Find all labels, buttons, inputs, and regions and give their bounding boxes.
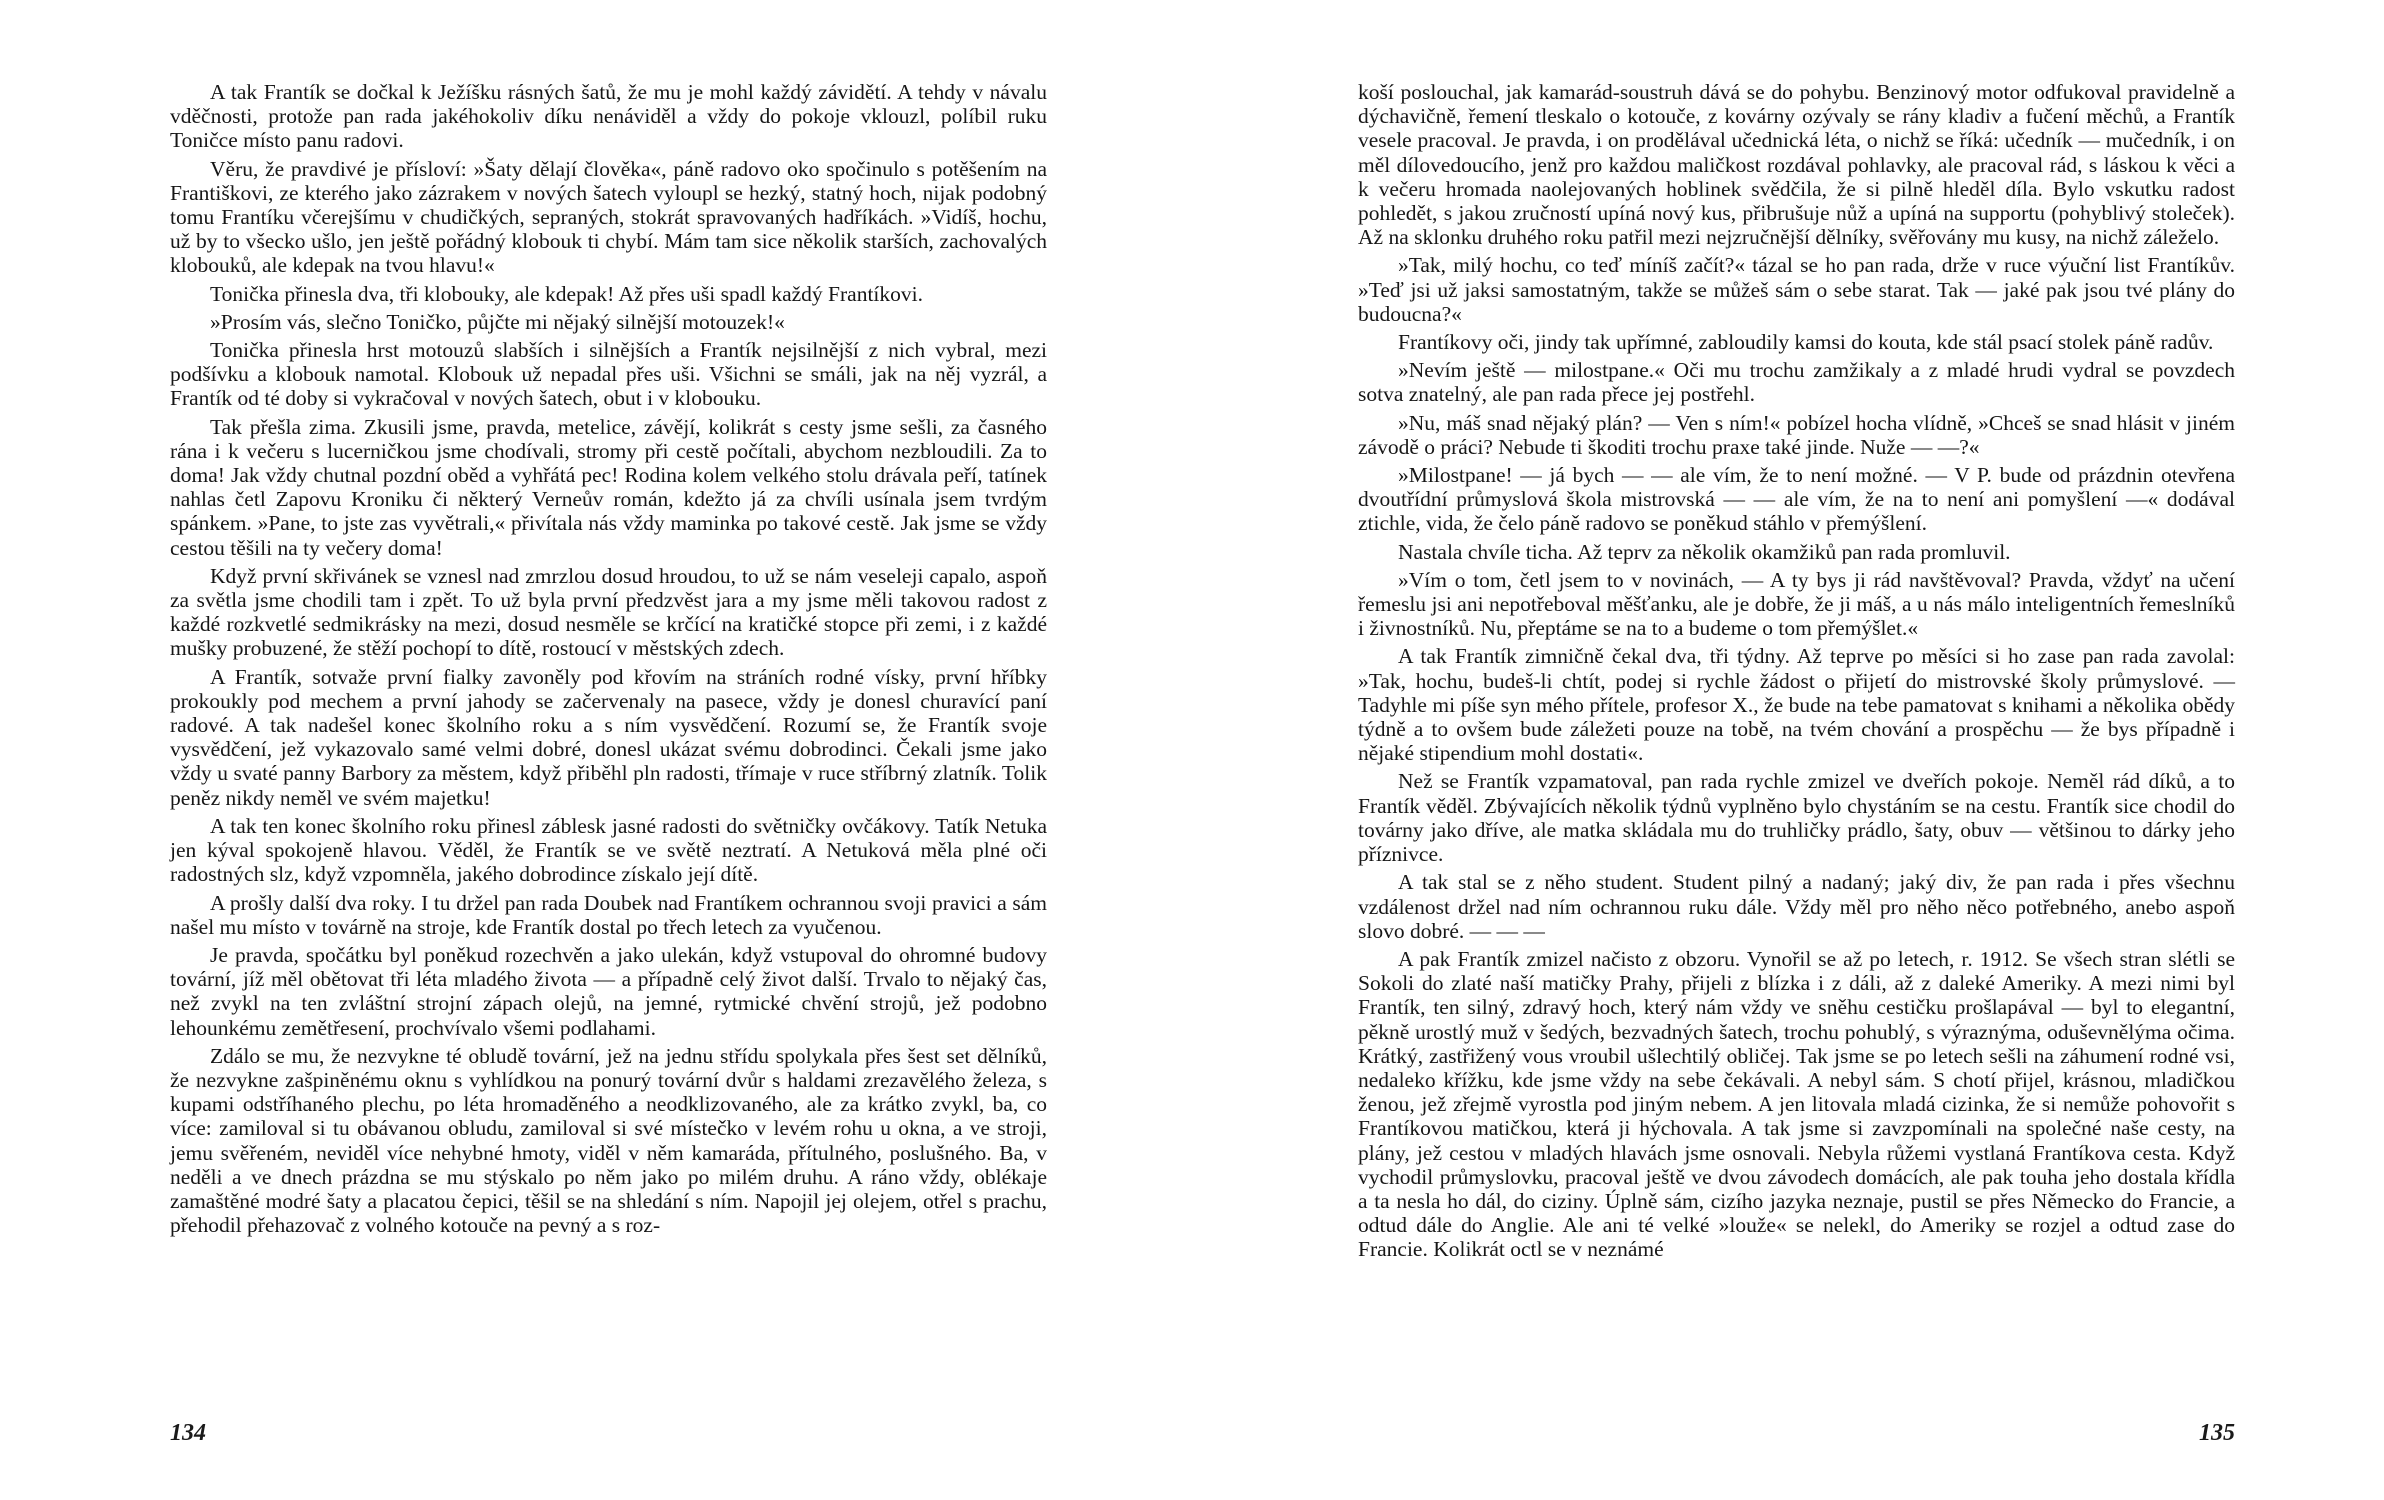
paragraph: Než se Frantík vzpamatoval, pan rada rychle zmizel ve dveřích pokoje. Neměl rád díků, a to Frantík věděl. Zbývajících několik týdnů vyplněno bylo chystáním se na cestu. Frantík sice chodil do továrny jako dříve, ale matka skládala mu do truhličky prádlo, šaty, obuv — většinou to dárky jeho příznivce. [1358,769,2235,867]
paragraph: Je pravda, spočátku byl poněkud rozechvěn a jako ulekán, když vstupoval do ohromné budovy tovární, jíž měl obětovat tři léta mladého života — a případně celý život další. Trvalo to nějaký čas, než zvykl na ten zvláštní strojní zápach olejů, na jemné, rytmické chvění strojů, jež podobno lehounkému zemětřesení, prochvívalo všemi podlahami. [170,942,1047,1040]
paragraph: »Nevím ještě — milostpane.« Oči mu trochu zamžikaly a z mladé hrudi vydral se povzdech sotva znatelný, ale pan rada přece jej postřehl. [1358,358,2235,407]
paragraph: A pak Frantík zmizel načisto z obzoru. Vynořil se až po letech, r. 1912. Se všech stran slétli se Sokoli do zlaté naší matičky Prahy, přijeli z blízka i z dáli, až z daleké Ameriky. A mezi nimi byl Frantík, ten silný, zdravý hoch, který nám vždy ve sněhu cestičku prošlapával — byl to elegantní, pěkně urostlý muž v šedých, bezvadných šatech, trochu pohublý, s výraznýma, oduševnělýma očima. Krátký, zastřižený vous vroubil ušlechtilý obličej. Tak jsme se po letech sešli na záhumení rodné vsi, nedaleko křížku, kde jsme vždy na sebe čekávali. A nebyl sám. S chotí přijel, krásnou, mladičkou ženou, jež zřejmě vyrostla pod jiným nebem. A jen litovala mladá cizinka, že si nemůže pohovořit s Frantíkovou matičkou, která ji hýchovala. A tak jsme si zavzpomínali na společné naše cesty, na plány, jež cestou v mladých hlavách jsme osnovali. Nebyla růžemi vystlaná Frantíkova cesta. Když vychodil průmyslovku, pracoval ještě ve dvou závodech domácích, ale pak touha jeho dostala křídla a ta nesla ho dál, do ciziny. Úplně sám, cizího jazyka neznaje, pustil se přes Německo do Francie, a odtud dále do Anglie. Ale ani té velké »louže« se nelekl, do Ameriky se rozjel a odtud zase do Francie. Kolikrát octl se v neznámé [1358,946,2235,1262]
paragraph: Tak přešla zima. Zkusili jsme, pravda, metelice, závějí, kolikrát s cesty jsme sešli, za časného rána i k večeru s lucerničkou jsme chodívali, stromy při cestě počítali, abychom nezbloudili. Za to doma! Jak vždy chutnal pozdní oběd a vyhřátá pec! Rodina kolem velkého stolu drávala peří, tatínek nahlas četl Zapovu Kroniku či některý Verneův román, kdežto já za chvíli usínala jsem tvrdým spánkem. »Pane, to jste zas vyvětrali,« přivítala nás vždy maminka po takové cestě. Jak jsme se vždy cestou těšili na ty večery doma! [170,414,1047,560]
paragraph: A tak Frantík se dočkal k Ježíšku rásných šatů, že mu je mohl každý závidětí. A tehdy v návalu vděčnosti, protože pan rada jakéhokoliv díku nenáviděl a vždy do pokoje vklouzl, políbil ruku Toničce místo panu radovi. [170,80,1047,153]
paragraph: »Tak, milý hochu, co teď míníš začít?« tázal se ho pan rada, drže v ruce výuční list Frantíkův. »Teď jsi už jaksi samostatným, takže se můžeš sám o sebe starat. Tak — jaké pak jsou tvé plány do budoucna?« [1358,253,2235,326]
paragraph: Nastala chvíle ticha. Až teprv za několik okamžiků pan rada promluvil. [1398,539,2011,564]
paragraph: »Milostpane! — já bych — — ale vím, že to není možné. — V P. bude od prázdnin otevřena dvoutřídní průmyslová škola mistrovská — — ale vím, že na to není ani pomyšlení —« dodával ztichle, vida, že čelo páně radovo se poněkud stáhlo v přemýšlení. [1358,463,2235,536]
paragraph: A tak Frantík zimničně čekal dva, tři týdny. Až teprve po měsíci si ho zase pan rada zavolal: »Tak, hochu, budeš-li chtít, podej si rychle žádost o přijetí do mistrovské školy průmyslové. — Tadyhle mi píše syn mého přítele, profesor X., že bude na tebe pamatovat s knihami a několika obědy týdně a to ovšem bude záležeti pouze na tobě, na tvém chování a prospěchu — že bys případně i nějaké stipendium mohl dostati«. [1358,644,2235,766]
paragraph: A prošly další dva roky. I tu držel pan rada Doubek nad Frantíkem ochrannou svoji pravici a sám našel mu místo v továrně na stroje, kde Frantík dostal po třech letech za vyučenou. [170,890,1047,939]
paragraph: Zdálo se mu, že nezvykne té obludě tovární, jež na jednu střídu spolykala přes šest set dělníků, že nezvykne zašpiněnému oknu s vyhlídkou na ponurý tovární dvůr s haldami zrezavělého železa, s kupami odstříhaného plechu, po léta hromaděného a neodklizovaného, ale za krátko zvykl, ba, co více: zamiloval si tu obávanou obludu, zamiloval si své místečko v levém rohu u okna, a ve stroji, jemu svěřeném, neviděl více nehybné hmoty, viděl v něm kamaráda, přítulného, poslušného. Ba, v neděli a ve dnech prázdna se mu stýskalo po něm jako po milém druhu. A ráno vždy, oblékaje zamaštěné modré šaty a placatou čepici, těšil se na shledání s ním. Napojil jej olejem, otřel s prachu, přehodil přehazovač z volného kotouče na pevný a s roz- [170,1043,1047,1238]
paragraph: A tak stal se z něho student. Student pilný a nadaný; jaký div, že pan rada i přes všechnu vzdálenost držel nad ním ochrannou ruku dále. Vždy měl pro něho něco potřebného, anebo aspoň slovo dobré. — — — [1358,870,2235,943]
page-number: 134 [170,1420,206,1446]
paragraph: Frantíkovy oči, jindy tak upřímné, zabloudily kamsi do kouta, kde stál psací stolek páně radův. [1398,330,2214,355]
paragraph: A Frantík, sotvaže první fialky zavoněly pod křovím na stráních rodné vísky, první hříbky prokoukly pod mechem a první jahody se začervenaly na pasece, vždy je donesl churavící paní radové. A tak nadešel konec školního roku a s ním vysvědčení. Rozumí se, že Frantík svoje vysvědčení, jež vykazovalo samé velmi dobré, donesl ukázat svému dobrodinci. Čekali jsme jako vždy u svaté panny Barbory za městem, když přiběhl pln radosti, třímaje v ruce stříbrný zlatník. Tolik peněz nikdy neměl ve svém majetku! [170,664,1047,810]
paragraph: Tonička přinesla dva, tři klobouky, ale kdepak! Až přes uši spadl každý Frantíkovi. [210,281,923,306]
right-page [1358,80,2235,1460]
left-page [170,80,1047,1460]
paragraph: »Nu, máš snad nějaký plán? — Ven s ním!« pobízel hocha vlídně, »Chceš se snad hlásit v jiném závodě o práci? Nebude ti škoditi trochu praxe také jinde. Nuže — —?« [1358,410,2235,459]
paragraph: Když první skřivánek se vznesl nad zmrzlou dosud hroudou, to už se nám veseleji capalo, aspoň za světla jsme chodili tam i zpět. To už byla první předzvěst jara a my jsme měli takovou radost z každé rozkvetlé sedmikrásky na mezi, dosud nesměle se krčící na kratičké stopce při zemi, i z každé mušky probuzené, že stěží pochopí to dítě, rostoucí v městských zdech. [170,563,1047,661]
page-number: 135 [2199,1420,2235,1446]
right-page-text [1358,80,2235,1262]
paragraph: »Vím o tom, četl jsem to v novinách, — A ty bys ji rád navštěvoval? Pravda, vždyť na učení řemeslu jsi ani nepotřeboval měšťanku, ale je dobře, že ji máš, a u nás málo inteligentních řemeslníků i živnostníků. Nu, přeptáme se na to a budeme o tom přemýšlet.« [1358,567,2235,641]
paragraph: A tak ten konec školního roku přinesl záblesk jasné radosti do světničky ovčákovy. Tatík Netuka jen kýval spokojeně hlavou. Věděl, že Frantík se ve světě neztratí. A Netuková měla plné oči radostných slz, když vzpomněla, jakého dobrodince získalo její dítě. [170,813,1047,887]
paragraph: Tonička přinesla hrst motouzů slabších i silnějších a Frantík nejsilnější z nich vybral, mezi podšívku a klobouk namotal. Klobouk už nepadal přes uši. Všichni se smáli, jak na něj vyzrál, a Frantík od té doby si vykračoval v nových šatech, obut i v klobouku. [170,338,1047,411]
paragraph: koší poslouchal, jak kamarád-soustruh dává se do pohybu. Benzinový motor odfukoval pravidelně a dýchavičně, řemení tleskalo o kotouče, z kovárny ozývaly se rány kladiv a fučení měchů, a Frantík vesele pracoval. Je pravda, i on prodělával učednická léta, o nichž se říká: učedník — mučedník, i on měl dílovedoucího, jenž pro každou maličkost rozdával pohlavky, ale pracoval rád, s láskou k věci a k večeru hromada naolejovaných hoblinek svědčila, že si pilně hleděl díla. Bylo vskutku radost pohledět, s jakou zručností upíná nový kus, přibrušuje nůž a upíná na supportu (pohyblivý stoleček). Až na sklonku druhého roku patřil mezi nejzručnější dělníky, svěřovány mu kusy, na nichž záleželo. [1358,80,2235,250]
paragraph: »Prosím vás, slečno Toničko, půjčte mi nějaký silnější motouzek!« [210,309,785,334]
left-page-text [170,80,1047,1237]
paragraph: Věru, že pravdivé je přísloví: »Šaty dělají člověka«, páně radovo oko spočinulo s potěšením na Františkovi, ze kterého jako zázrakem v nových šatech vyloupl se hezký, statný hoch, nijak podobný tomu Frantíku včerejšímu v chudičkých, sepraných, stokrát spravovaných hadříkách. »Vidíš, hochu, už by to všecko ušlo, jen ještě pořádný klobouk ti chybí. Mám tam sice několik starších, zachovalých klobouků, ale kdepak na tvou hlavu!« [170,156,1047,278]
